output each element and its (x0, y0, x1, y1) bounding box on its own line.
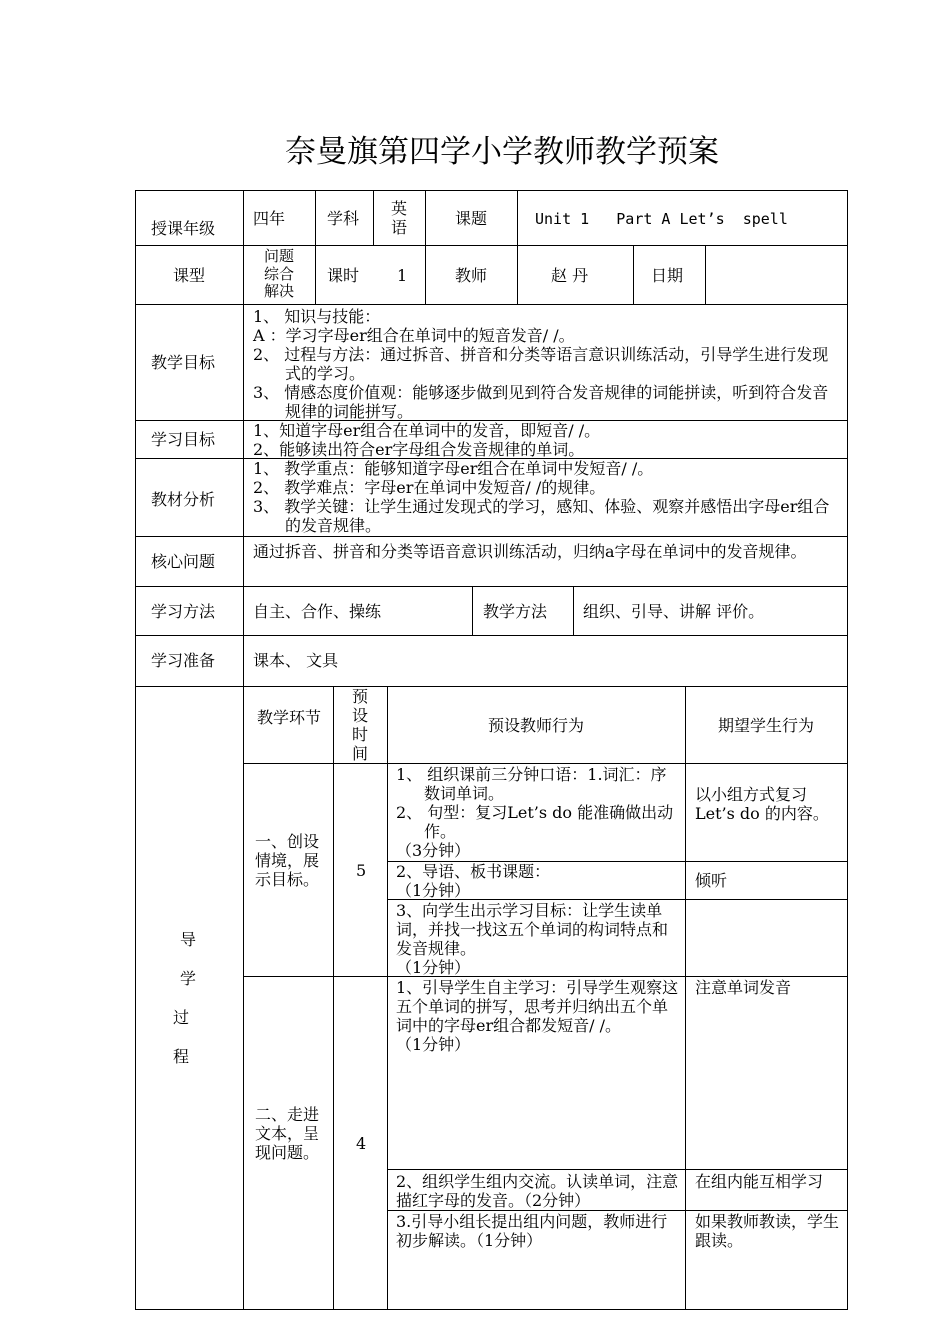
goals-line-1: 1、 知识与技能： (253, 307, 381, 326)
grid-line (135, 686, 848, 687)
grade-value: 四年 (253, 209, 286, 228)
grid-line (573, 586, 574, 635)
s2-teacher-line-2: （1分钟） (396, 1035, 471, 1054)
method-value: 自主、合作、操练 (253, 602, 382, 621)
teach-method-value: 组织、引导、讲解 评价。 (583, 602, 765, 621)
s2-teacher-line-1: 1、引导学生自主学习：引导学生观察这五个单词的拼写，思考并归纳出五个单词中的字母er组合都发短音/ /。 (396, 978, 679, 1035)
s1-teacher-line-1: 1、 组织课前三分钟口语：1.词汇：序数词单词。 (396, 765, 667, 803)
date-label: 日期 (651, 266, 684, 285)
process-label-char-3: 过 (173, 1008, 190, 1027)
header-stage: 教学环节 (257, 708, 322, 727)
s1-teacher-c (396, 901, 680, 977)
s2-time: 4 (356, 1134, 367, 1153)
learning-goals-label: 学习目标 (151, 430, 216, 449)
grid-line (135, 245, 848, 246)
grid-line (135, 1309, 848, 1310)
s2-stage: 二、走进文本，呈现问题。 (255, 1105, 320, 1162)
teacher-label: 教师 (455, 266, 488, 285)
header-student: 期望学生行为 (717, 716, 814, 735)
s2-student-1: 注意单词发音 (695, 978, 792, 997)
learning-goals-line-2: 2、能够读出符合er字母组合发音规律的单词。 (253, 440, 585, 459)
type-label: 课型 (173, 266, 206, 285)
prep-label: 学习准备 (151, 651, 216, 670)
grid-line (387, 686, 388, 1310)
s2-teacher-a (396, 978, 680, 1054)
s2-student-2: 在组内能互相学习 (695, 1172, 824, 1191)
process-label-char-2: 学 (180, 969, 197, 988)
grid-line (633, 245, 634, 304)
lesson-plan-table (135, 190, 848, 1310)
grid-line (387, 1210, 848, 1211)
header-time: 预设时间 (351, 687, 368, 763)
grid-line (333, 686, 334, 1310)
s2-teacher-b: 2、组织学生组内交流。认读单词，注意描红字母的发音。（2分钟） (396, 1172, 679, 1210)
grid-line (315, 190, 316, 304)
subject-label: 学科 (327, 209, 360, 228)
grid-line (685, 686, 686, 1310)
grid-line (135, 536, 848, 537)
grid-line (472, 586, 473, 635)
grade-label: 授课年级 (151, 219, 216, 238)
topic-label: 课题 (455, 209, 488, 228)
s1-teacher-a (396, 765, 680, 860)
subject-value: 英语 (390, 199, 407, 237)
s2-student-3: 如果教师教读，学生跟读。 (695, 1212, 840, 1250)
s1-teacher-line-4: 2、导语、板书课题： (396, 862, 551, 881)
grid-line (135, 635, 848, 636)
s1-student-1: 以小组方式复习Let’s do 的内容。 (695, 785, 829, 823)
s1-time: 5 (356, 861, 367, 880)
teacher-value: 赵 丹 (551, 266, 589, 285)
grid-line (135, 586, 848, 587)
grid-line (425, 190, 426, 304)
type-value: 问题综合解决 (263, 247, 294, 300)
learning-goals-line-1: 1、知道字母er组合在单词中的发音，即短音/ /。 (253, 421, 601, 440)
grid-line (135, 190, 136, 1310)
method-label: 学习方法 (151, 602, 216, 621)
core-text: 通过拆音、拼音和分类等语音意识训练活动，归纳a字母在单词中的发音规律。 (253, 542, 807, 561)
core-label: 核心问题 (151, 552, 216, 571)
grid-line (135, 304, 848, 305)
s2-teacher-c: 3.引导小组长提出组内问题，教师进行初步解读。（1分钟） (396, 1212, 668, 1250)
goals-line-4: 3、 情感态度价值观：能够逐步做到见到符合发音规律的词能拼读，听到符合发音规律的词能拼写。 (253, 383, 829, 421)
s1-teacher-line-5: （1分钟） (396, 881, 471, 900)
header-teacher: 预设教师行为 (487, 716, 584, 735)
teach-method-label: 教学方法 (483, 602, 548, 621)
goals-label: 教学目标 (151, 353, 216, 372)
topic-value: Unit 1 Part A Let’s spell (535, 210, 788, 228)
hours-value: 1 (397, 266, 408, 285)
material-line-3: 3、 教学关键：让学生通过发现式的学习，感知、体验、观察并感悟出字母er组合的发音规律。 (253, 497, 830, 535)
s1-teacher-line-3: （3分钟） (396, 841, 471, 860)
material-text (253, 459, 841, 535)
s1-student-2: 倾听 (695, 871, 728, 890)
grid-line (373, 190, 374, 245)
process-label-char-1: 导 (180, 930, 197, 949)
learning-goals-text (253, 421, 841, 459)
s1-teacher-b (396, 862, 680, 900)
goals-line-2: A ：学习字母er组合在单词中的短音发音/ /。 (253, 326, 575, 345)
s1-teacher-line-2: 2、 句型：复习Let’s do 能准确做出动作。 (396, 803, 674, 841)
grid-line (387, 1169, 848, 1170)
s1-teacher-line-7: （1分钟） (396, 958, 471, 977)
grid-line (135, 190, 848, 191)
grid-line (847, 190, 848, 1310)
goals-line-3: 2、 过程与方法：通过拆音、拼音和分类等语言意识训练活动，引导学生进行发现式的学习。 (253, 345, 829, 383)
material-line-2: 2、 教学难点：字母er在单词中发短音/ /的规律。 (253, 478, 606, 497)
s1-teacher-line-6: 3、向学生出示学习目标：让学生读单词，并找一找这五个单词的构词特点和发音规律。 (396, 901, 669, 958)
page-title: 奈曼旗第四学小学教师教学预案 (285, 134, 719, 170)
grid-line (243, 190, 244, 1310)
material-label: 教材分析 (151, 490, 216, 509)
process-label-char-4: 程 (173, 1047, 190, 1066)
goals-text (253, 307, 841, 421)
hours-label: 课时 (327, 266, 360, 285)
prep-value: 课本、 文具 (253, 651, 339, 670)
s1-stage: 一、创设情境，展示目标。 (255, 832, 320, 889)
material-line-1: 1、 教学重点：能够知道字母er组合在单词中发短音/ /。 (253, 459, 654, 478)
grid-line (517, 190, 518, 304)
grid-line (705, 245, 706, 304)
